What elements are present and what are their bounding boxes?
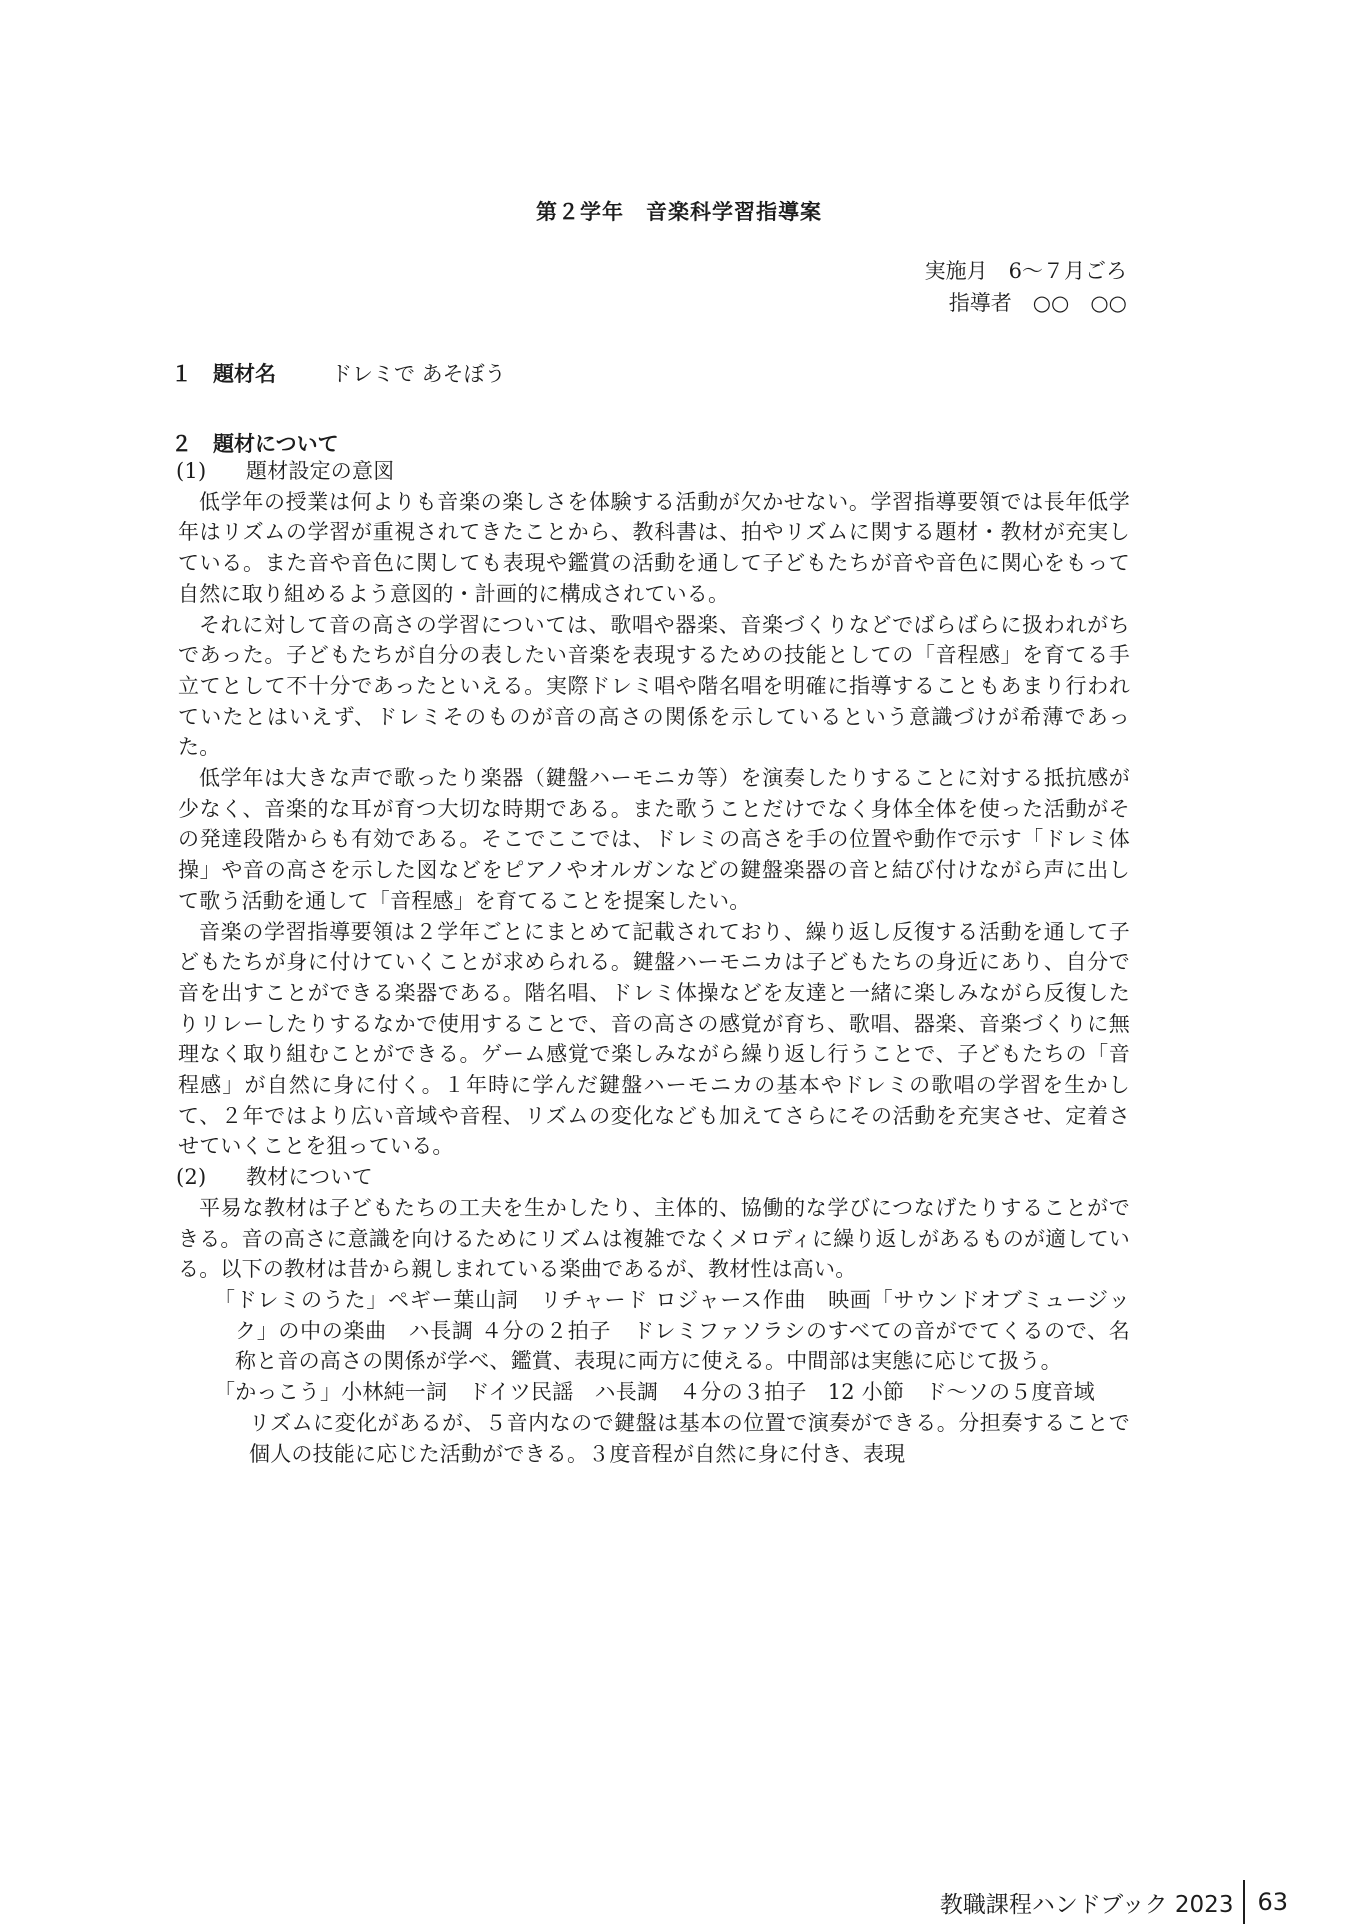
- page-number: 63: [1257, 1888, 1288, 1916]
- implementation-date: 実施月 6～７月ごろ: [924, 259, 1127, 283]
- paragraph: 音楽の学習指導要領は２学年ごとにまとめて記載されており、繰り返し反復する活動を通して子どもたちが身に付けていくことが求められる。鍵盤ハーモニカは子どもたちの身近にあり、自分で音を出すことができる楽器である。階名唱、ドレミ体操などを友達と一緒に楽しみながら反復したりリレーしたりするなかで使用することで、音の高さの感覚が育ち、歌唱、器楽、音楽づくりに無理なく取り組むことができる。ゲーム感覚で楽しみながら繰り返し行うことで、子どもたちの「音程感」が自然に身に付く。１年時に学んだ鍵盤ハーモニカの基本やドレミの歌唱の学習を生かして、２年ではより広い音域や音程、リズムの変化なども加えてさらにその活動を充実させ、定着させていくことを狙っている。: [178, 919, 1130, 1159]
- footer-divider: [1243, 1880, 1245, 1924]
- paragraph: 低学年は大きな声で歌ったり楽器（鍵盤ハーモニカ等）を演奏したりすることに対する抵抗感が少なく、音楽的な耳が育つ大切な時期である。また歌うことだけでなく身体全体を使った活動がその発達段階からも有効である。そこでここでは、ドレミの高さを手の位置や動作で示す「ドレミ体操」や音の高さを示した図などをピアノやオルガンなどの鍵盤楽器の音と結び付けながら声に出して歌う活動を通して「音程感」を育てることを提案したい。: [178, 766, 1130, 913]
- subsection-2-heading: (2) 教材について: [176, 1165, 373, 1190]
- page-footer: [940, 1880, 1288, 1924]
- paragraph: 低学年の授業は何よりも音楽の楽しさを体験する活動が欠かせない。学習指導要領では長年低学年はリズムの学習が重視されてきたことから、教科書は、拍やリズムに関する題材・教材が充実している。また音や音色に関しても表現や鑑賞の活動を通して子どもたちが音や音色に関心をもって自然に取り組めるよう意図的・計画的に構成されている。: [178, 489, 1130, 606]
- page-title: 第２学年 音楽科学習指導案: [536, 200, 822, 224]
- subject-title: ドレミで あそぼう: [331, 362, 506, 386]
- subsection-1-heading: (1) 題材設定の意図: [176, 459, 395, 483]
- book-title: 教職課程ハンドブック 2023: [939, 1891, 1234, 1918]
- section-2-body: [166, 456, 1130, 1469]
- lesson-meta: [925, 255, 1127, 319]
- section-1: [171, 358, 506, 388]
- section-2-heading: ２ 題材について: [171, 432, 339, 456]
- work-entry-doremi: 「ドレミのうた」ペギー葉山詞 リチャード ロジャース作曲 映画「サウンドオブミュージック」の中の楽曲 ハ長調 ４分の２拍子 ドレミファソラシのすべての音がでてくるので、名称と音の高さの関係が学べ、鑑賞、表現に両方に使える。中間部は実態に応じて扱う。: [214, 1287, 1130, 1374]
- work-entry-kakkou: 「かっこう」小林純一詞 ドイツ民謡 ハ長調 ４分の３拍子 12 小節 ド～ソの５度音域: [214, 1380, 1095, 1405]
- paragraph: それに対して音の高さの学習については、歌唱や器楽、音楽づくりなどでばらばらに扱われがちであった。子どもたちが自分の表したい音楽を表現するための技能としての「音程感」を育てる手立てとして不十分であったといえる。実際ドレミ唱や階名唱を明確に指導することもあまり行われていたとはいえず、ドレミそのものが音の高さの関係を示しているという意識づけが希薄であった。: [178, 612, 1130, 760]
- work-entry-kakkou-description: リズムに変化があるが、５音内なので鍵盤は基本の位置で演奏ができる。分担奏することで個人の技能に応じた活動ができる。３度音程が自然に身に付き、表現: [249, 1410, 1130, 1466]
- paragraph: 平易な教材は子どもたちの工夫を生かしたり、主体的、協働的な学びにつなげたりすることができる。音の高さに意識を向けるためにリズムは複雑でなくメロディに繰り返しがあるものが適している。以下の教材は昔から親しまれている楽曲であるが、教材性は高い。: [178, 1195, 1130, 1282]
- section-1-heading: １ 題材名: [171, 362, 276, 386]
- teacher-name: 指導者 ○○ ○○: [948, 291, 1127, 315]
